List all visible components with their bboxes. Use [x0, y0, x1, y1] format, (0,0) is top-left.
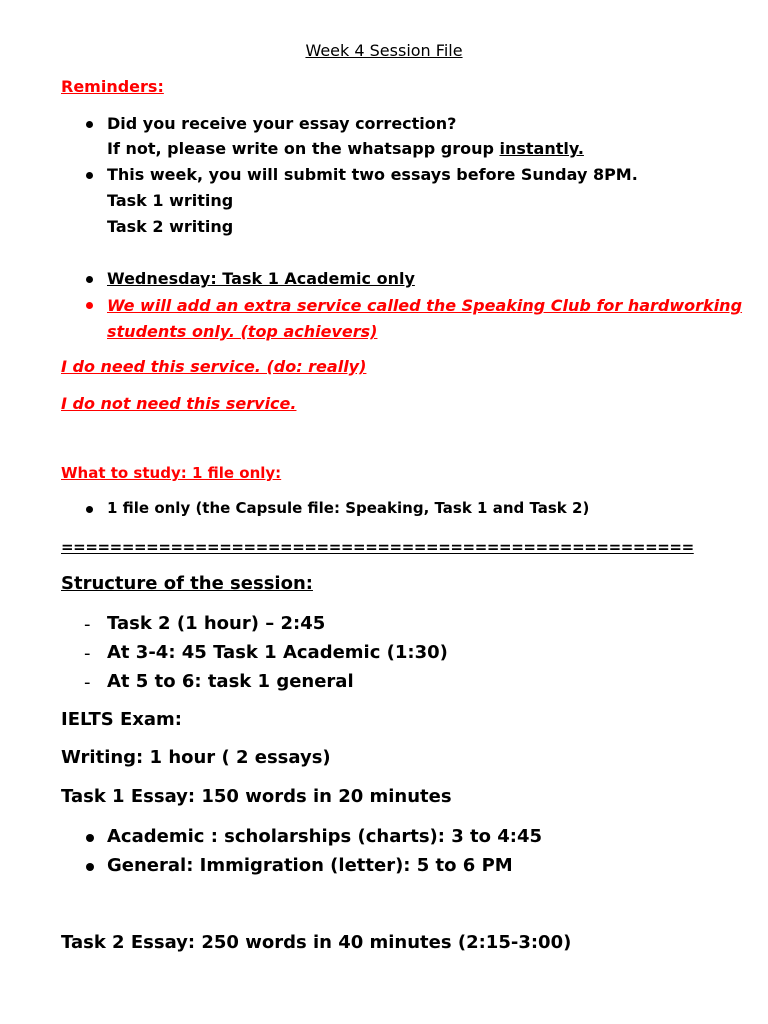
- exam-task-1: Task 1 Essay: 150 words in 20 minutes: [61, 786, 452, 807]
- reminder-item-1-line-1: Did you receive your essay correction?: [107, 114, 457, 133]
- dash-icon: -: [84, 614, 91, 635]
- instantly-text: instantly.: [499, 139, 584, 158]
- exam-task-1-item-2: General: Immigration (letter): 5 to 6 PM: [107, 855, 513, 876]
- reminder-item-2-line-2: Task 1 writing: [107, 191, 234, 210]
- structure-item-1: Task 2 (1 hour) – 2:45: [107, 613, 326, 634]
- structure-item-3: At 5 to 6: task 1 general: [107, 671, 354, 692]
- bullet-icon: [86, 276, 93, 283]
- page-title: Week 4 Session File: [305, 41, 463, 60]
- bullet-icon: [86, 863, 94, 871]
- dash-icon: -: [84, 672, 91, 693]
- reminder-item-2-line-3: Task 2 writing: [107, 217, 234, 236]
- dash-icon: -: [84, 643, 91, 664]
- study-item-1: 1 file only (the Capsule file: Speaking, Task 1 and Task 2): [107, 499, 590, 517]
- exam-task-1-item-1: Academic : scholarships (charts): 3 to 4:45: [107, 826, 543, 847]
- reminder-item-4-line-1: We will add an extra service called the Speaking Club for hardworking: [107, 296, 743, 315]
- bullet-icon: [86, 172, 93, 179]
- red-bullet-icon: [86, 302, 93, 309]
- reminders-heading: Reminders:: [61, 77, 164, 96]
- option-need-service: I do need this service. (do: really): [61, 357, 367, 376]
- bullet-icon: [86, 834, 94, 842]
- reminder-item-1-line-2: [107, 139, 584, 158]
- bullet-icon: [86, 121, 93, 128]
- structure-heading: Structure of the session:: [61, 573, 313, 594]
- exam-task-2: Task 2 Essay: 250 words in 40 minutes (2:15-3:00): [61, 932, 572, 953]
- exam-heading: IELTS Exam:: [61, 709, 182, 730]
- reminder-item-1-text: If not, please write on the whatsapp group: [107, 139, 500, 158]
- bullet-icon: [86, 506, 93, 513]
- separator-line: ====================================================: [61, 538, 694, 556]
- reminder-item-3: Wednesday: Task 1 Academic only: [107, 269, 415, 288]
- study-heading: What to study: 1 file only:: [61, 464, 282, 482]
- reminder-item-2-line-1: This week, you will submit two essays before Sunday 8PM.: [107, 165, 638, 184]
- structure-item-2: At 3-4: 45 Task 1 Academic (1:30): [107, 642, 448, 663]
- option-no-need-service: I do not need this service.: [61, 394, 297, 413]
- reminder-item-4-line-2: students only. (top achievers): [107, 322, 378, 341]
- exam-writing: Writing: 1 hour ( 2 essays): [61, 747, 331, 768]
